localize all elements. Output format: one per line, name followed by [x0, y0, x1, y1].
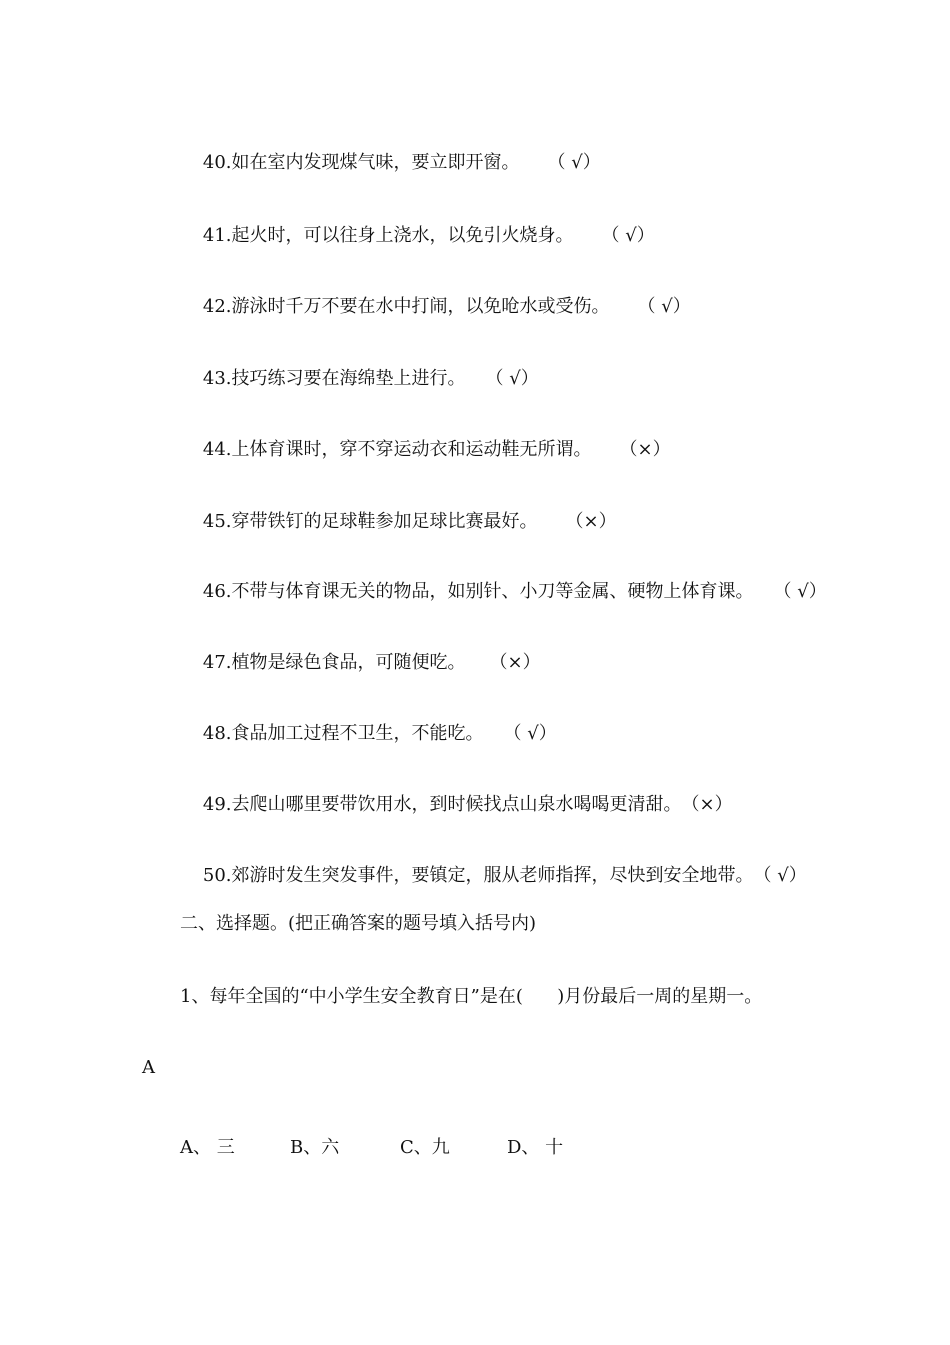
- option-d: D、 十: [507, 1137, 564, 1158]
- item-text: 食品加工过程不卫生，不能吃。: [231, 723, 484, 744]
- item-number: 42.: [202, 296, 232, 317]
- item-text: 起火时，可以往身上浇水，以免引火烧身。: [231, 225, 574, 246]
- item-answer: （ √）: [637, 296, 691, 317]
- true-false-item-50: [180, 840, 807, 912]
- item-number: 46.: [202, 581, 232, 602]
- item-number: 45.: [202, 511, 232, 532]
- item-answer: （ √）: [547, 152, 601, 173]
- true-false-item-46: [180, 556, 827, 628]
- answer-letter: A: [142, 1057, 155, 1078]
- question-1: 1、每年全国的“中小学生安全教育日”是在( )月份最后一周的星期一。: [180, 986, 763, 1007]
- item-text: 穿带铁钉的足球鞋参加足球比赛最好。: [231, 511, 538, 532]
- true-false-item-41: [180, 200, 655, 272]
- item-answer: （ √）: [753, 865, 807, 886]
- section-heading: 二、选择题。(把正确答案的题号填入括号内): [180, 913, 537, 934]
- item-answer: （ √）: [485, 368, 539, 389]
- true-false-item-49: [180, 769, 733, 841]
- item-number: 47.: [202, 652, 232, 673]
- item-answer: （ √）: [773, 581, 827, 602]
- item-answer: （×）: [619, 439, 671, 460]
- option-c: C、九: [400, 1137, 450, 1158]
- true-false-item-44: [180, 414, 671, 486]
- option-a: A、 三: [180, 1137, 235, 1158]
- true-false-item-48: [180, 698, 557, 770]
- item-text: 郊游时发生突发事件，要镇定，服从老师指挥，尽快到安全地带。: [231, 865, 754, 886]
- item-number: 41.: [202, 225, 232, 246]
- item-number: 50.: [202, 865, 232, 886]
- item-text: 上体育课时，穿不穿运动衣和运动鞋无所谓。: [231, 439, 592, 460]
- option-b: B、六: [290, 1137, 340, 1158]
- item-number: 43.: [202, 368, 232, 389]
- item-answer: （×）: [565, 511, 617, 532]
- item-number: 44.: [202, 439, 232, 460]
- true-false-item-42: [180, 271, 691, 343]
- item-text: 植物是绿色食品，可随便吃。: [231, 652, 466, 673]
- item-text: 技巧练习要在海绵垫上进行。: [231, 368, 466, 389]
- item-text: 如在室内发现煤气味，要立即开窗。: [231, 152, 520, 173]
- item-text: 游泳时千万不要在水中打闹，以免呛水或受伤。: [231, 296, 610, 317]
- item-number: 40.: [202, 152, 232, 173]
- true-false-item-43: [180, 343, 539, 415]
- item-answer: （ √）: [601, 225, 655, 246]
- true-false-item-45: [180, 486, 617, 558]
- item-answer: （ √）: [503, 723, 557, 744]
- item-answer: （×）: [681, 794, 733, 815]
- true-false-item-40: [180, 127, 601, 199]
- true-false-item-47: [180, 627, 541, 699]
- item-text: 不带与体育课无关的物品，如别针、小刀等金属、硬物上体育课。: [231, 581, 754, 602]
- item-number: 49.: [202, 794, 232, 815]
- item-answer: （×）: [489, 652, 541, 673]
- item-number: 48.: [202, 723, 232, 744]
- item-text: 去爬山哪里要带饮用水，到时候找点山泉水喝喝更清甜。: [231, 794, 682, 815]
